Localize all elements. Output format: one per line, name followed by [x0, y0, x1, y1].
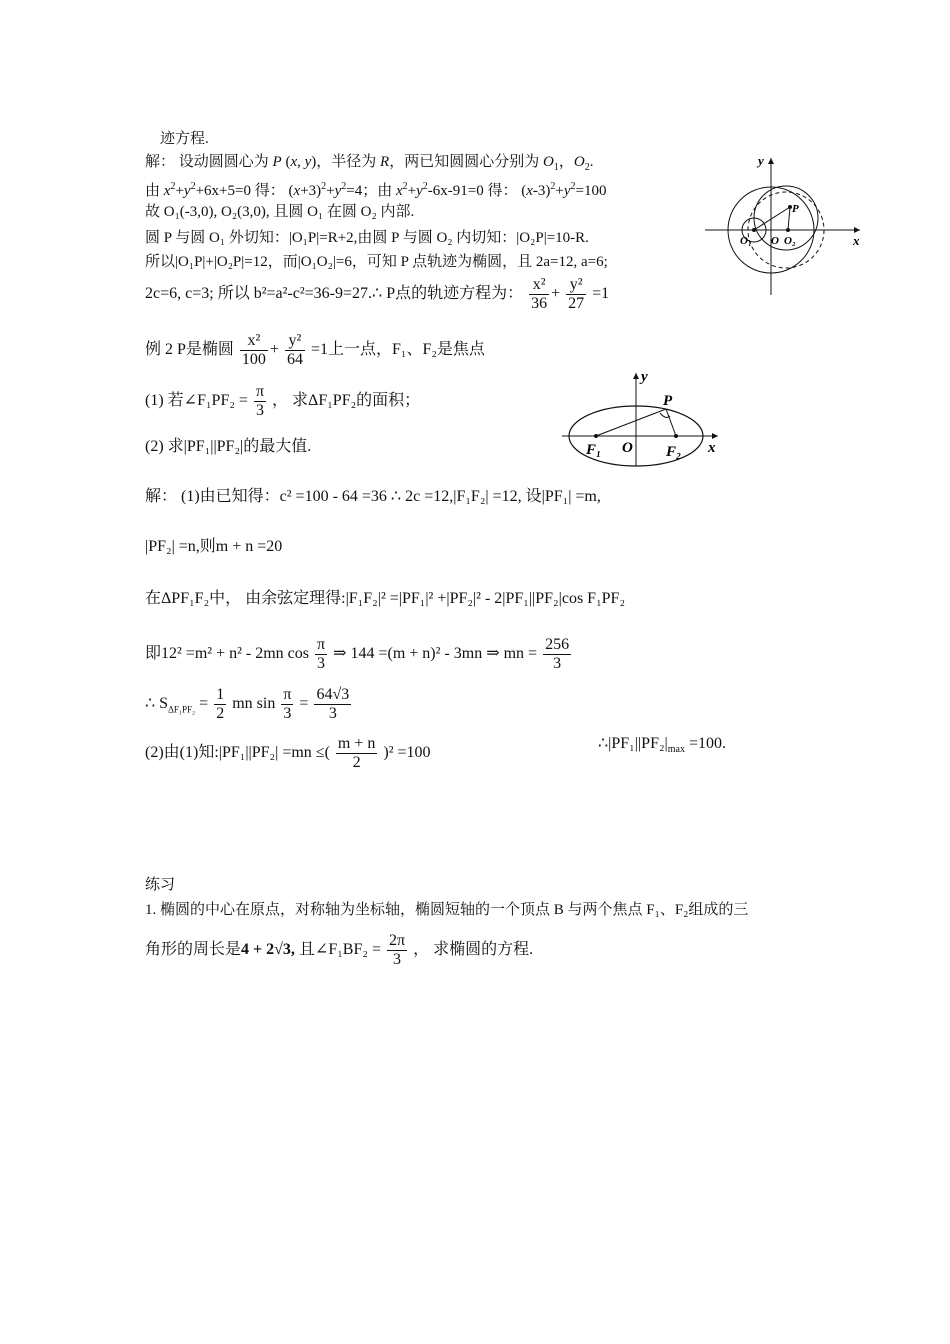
text-line: 迹方程. — [160, 131, 209, 147]
text-line: (2)由(1)知:|PF₁||PF₂| =mn ≤( $\frac{m + n}{2}$ )² =100 — [145, 735, 431, 771]
fig2-p-label: P — [663, 393, 673, 409]
fig2-f2-label: F₂ — [666, 444, 682, 460]
ellipse-figure — [560, 368, 735, 468]
fig2-f1-label: F₁ — [586, 442, 602, 458]
circles-figure — [700, 150, 870, 300]
fig1-p-label: P — [792, 203, 799, 215]
text-line: (1) 若∠F₁PF₂ = $\frac{\pi}{3}$ ， 求ΔF₁PF₂的面积； — [145, 383, 421, 419]
text-line: $\therefore|PF_1||PF_2|_{max} =100$. — [598, 735, 726, 756]
fig1-o2-label: O₂ — [784, 235, 796, 247]
text-line: 解： (1)由已知得：c² =100 - 64 =36 ∴ 2c =12,|F₁F₂| =12, 设|PF₁| =m, — [145, 488, 601, 505]
fig1-o1-label: O₁ — [740, 235, 752, 247]
fig1-x-label: x — [853, 233, 860, 248]
text-line: 圆 P 与圆 O₁ 外切知：|O₁P|=R+2,由圆 P 与圆 O₂ 内切知：|O₂P|=10-R. — [145, 230, 589, 246]
fig2-y-label: y — [641, 369, 648, 385]
text-line: 即12² =m² + n² - 2mn cos $\frac{\pi}{3}$ ⇒ 144 =(m + n)² - 3mn ⇒ mn = $\frac{256}{3}$ — [145, 636, 570, 672]
text-line: ∴ $S_{\Delta F_1PF_2}$ = $\frac{1}{2}$ mn sin $\frac{\pi}{3}$ = $\frac{64√3}{3}$ — [145, 686, 350, 722]
fig2-x-label: x — [708, 440, 716, 456]
text-line: 角形的周长是4 + 2√3, 且∠F₁BF₂ = $\frac{2\pi}{3}$ ， 求椭圆的方程. — [145, 932, 534, 968]
text-line: 2c=6, c=3; 所以 b²=a²-c²=36-9=27.∴ P点的轨迹方程为： $\frac{\text{x²}}{36}$ + $\frac{\text{y²}}{27}$ =1 — [145, 276, 610, 312]
section-title: 练习 — [145, 877, 176, 893]
fig1-o-label: O — [771, 235, 779, 247]
text-line: 解： 设动圆圆心为 P (x, y)，半径为 R，两已知圆圆心分别为 $O_1$，$O_2$. — [145, 154, 594, 173]
fig1-y-label: y — [758, 153, 764, 168]
text-line: 所以|O₁P|+|O₂P|=12，而|O₁O₂|=6，可知 P 点轨迹为椭圆，且 2a=12, a=6; — [145, 254, 608, 270]
text-line: 在ΔPF₁F₂中， 由余弦定理得:|F₁F₂|² =|PF₁|² +|PF₂|² - 2|PF₁||PF₂|cos F₁PF₂ — [145, 590, 626, 607]
text-line: |PF₂| =n,则m + n =20 — [145, 538, 283, 555]
text-line: (2) 求|PF₁||PF₂|的最大值. — [145, 438, 312, 455]
text-line: 由 $x^2+y^2+6x+5=0$ 得： $(x+3)^2+y^2=4$；由 $x^2+y^2-6x-91=0$ 得： $(x-3)^2+y^2=100$ — [145, 181, 607, 199]
fig2-o-label: O — [622, 440, 633, 456]
text-line: 例 2 P是椭圆 $\frac{\text{x²}}{100}$ + $\frac{\text{y²}}{64}$ =1上一点，F₁、F₂是焦点 — [145, 332, 485, 368]
text-line: 故 O₁(-3,0), O₂(3,0), 且圆 O₁ 在圆 O₂ 内部. — [145, 204, 415, 220]
text-line: 1. 椭圆的中心在原点，对称轴为坐标轴，椭圆短轴的一个顶点 B 与两个焦点 F₁、F₂组成的三 — [145, 902, 749, 918]
